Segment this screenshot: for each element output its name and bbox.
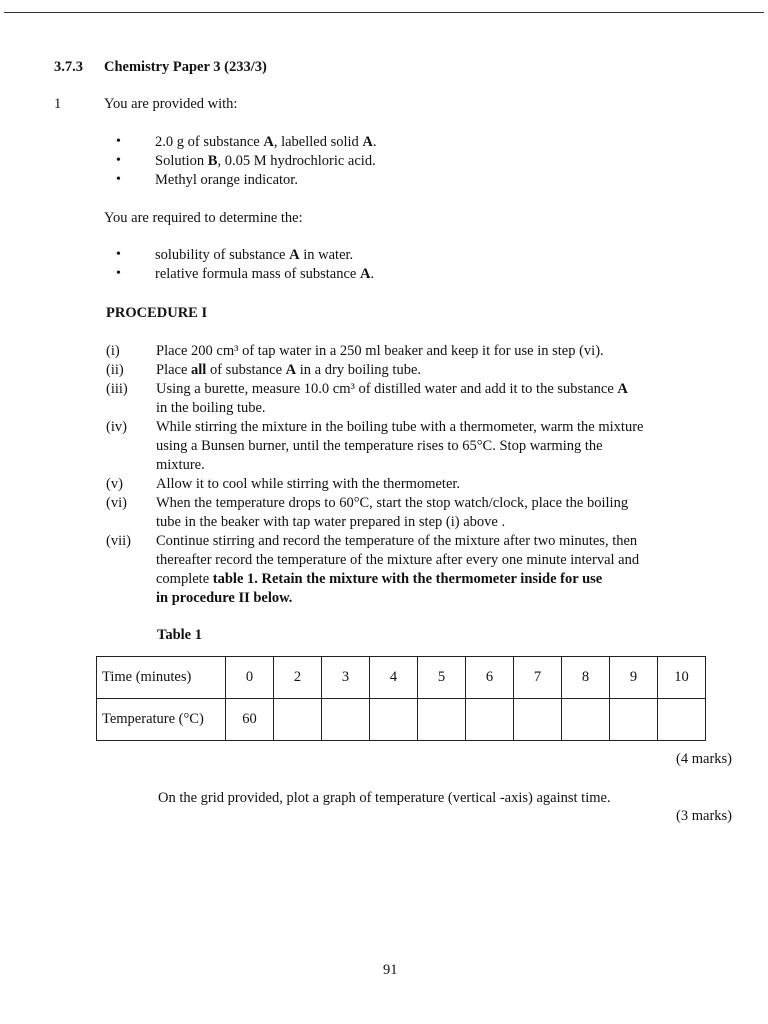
step-line: tube in the beaker with tap water prepared in step (i) above . [156, 514, 506, 530]
time-cell: 10 [658, 657, 706, 699]
time-cell: 9 [610, 657, 658, 699]
temperature-cell [562, 699, 610, 741]
required-intro: You are required to determine the: [104, 210, 303, 226]
procedure-heading: PROCEDURE I [106, 305, 208, 321]
step-line: When the temperature drops to 60°C, start the stop watch/clock, place the boiling [156, 495, 629, 511]
table-row [97, 657, 706, 699]
top-rule [4, 12, 764, 13]
graph-marks: (3 marks) [676, 808, 732, 824]
step-number: (iv) [106, 419, 127, 435]
time-cell: 7 [514, 657, 562, 699]
paper-title: Chemistry Paper 3 (233/3) [104, 59, 267, 75]
step-line: complete table 1. Retain the mixture with the thermometer inside for use [156, 571, 603, 587]
temperature-cell [658, 699, 706, 741]
bullet: • [116, 134, 121, 149]
table-row [97, 699, 706, 741]
required-item-1: solubility of substance A in water. [155, 247, 354, 263]
time-cell: 0 [226, 657, 274, 699]
provided-item-1: 2.0 g of substance A, labelled solid A. [155, 134, 377, 150]
step-line: Continue stirring and record the temperature of the mixture after two minutes, then [156, 533, 638, 549]
time-cell: 5 [418, 657, 466, 699]
table-caption: Table 1 [157, 627, 202, 643]
bullet: • [116, 266, 121, 281]
temperature-cell [418, 699, 466, 741]
step-line: Place all of substance A in a dry boiling tube. [156, 362, 421, 378]
step-line: While stirring the mixture in the boiling tube with a thermometer, warm the mixture [156, 419, 644, 435]
step-number: (ii) [106, 362, 124, 378]
question-number: 1 [54, 96, 62, 112]
time-cell: 4 [370, 657, 418, 699]
step-line: Place 200 cm³ of tap water in a 250 ml beaker and keep it for use in step (vi). [156, 343, 604, 359]
temperature-cell [274, 699, 322, 741]
section-number: 3.7.3 [54, 59, 83, 75]
step-line: thereafter record the temperature of the mixture after every one minute interval and [156, 552, 640, 568]
temperature-cell [370, 699, 418, 741]
step-line: Allow it to cool while stirring with the thermometer. [156, 476, 461, 492]
temperature-cell [610, 699, 658, 741]
bullet: • [116, 247, 121, 262]
step-number: (v) [106, 476, 123, 492]
step-number: (iii) [106, 381, 128, 397]
graph-instruction: On the grid provided, plot a graph of temperature (vertical -axis) against time. [158, 790, 611, 806]
bullet: • [116, 153, 121, 168]
time-cell: 3 [322, 657, 370, 699]
row-label-time: Time (minutes) [97, 657, 226, 699]
page-number: 91 [383, 962, 398, 978]
step-number: (vi) [106, 495, 127, 511]
provided-intro: You are provided with: [104, 96, 238, 112]
provided-item-2: Solution B, 0.05 M hydrochloric acid. [155, 153, 376, 169]
temperature-cell [322, 699, 370, 741]
time-cell: 8 [562, 657, 610, 699]
temperature-cell [466, 699, 514, 741]
step-number: (i) [106, 343, 120, 359]
results-table [96, 656, 706, 741]
step-line: using a Bunsen burner, until the temperature rises to 65°C. Stop warming the [156, 438, 603, 454]
step-line: Using a burette, measure 10.0 cm³ of distilled water and add it to the substance A [156, 381, 628, 397]
time-cell: 6 [466, 657, 514, 699]
temperature-cell: 60 [226, 699, 274, 741]
step-line: in procedure II below. [156, 590, 293, 606]
step-line: in the boiling tube. [156, 400, 266, 416]
bullet: • [116, 172, 121, 187]
row-label-temperature: Temperature (°C) [97, 699, 226, 741]
required-item-2: relative formula mass of substance A. [155, 266, 375, 282]
provided-item-3: Methyl orange indicator. [155, 172, 298, 188]
table-marks: (4 marks) [676, 751, 732, 767]
step-number: (vii) [106, 533, 131, 549]
step-line: mixture. [156, 457, 205, 473]
temperature-cell [514, 699, 562, 741]
time-cell: 2 [274, 657, 322, 699]
